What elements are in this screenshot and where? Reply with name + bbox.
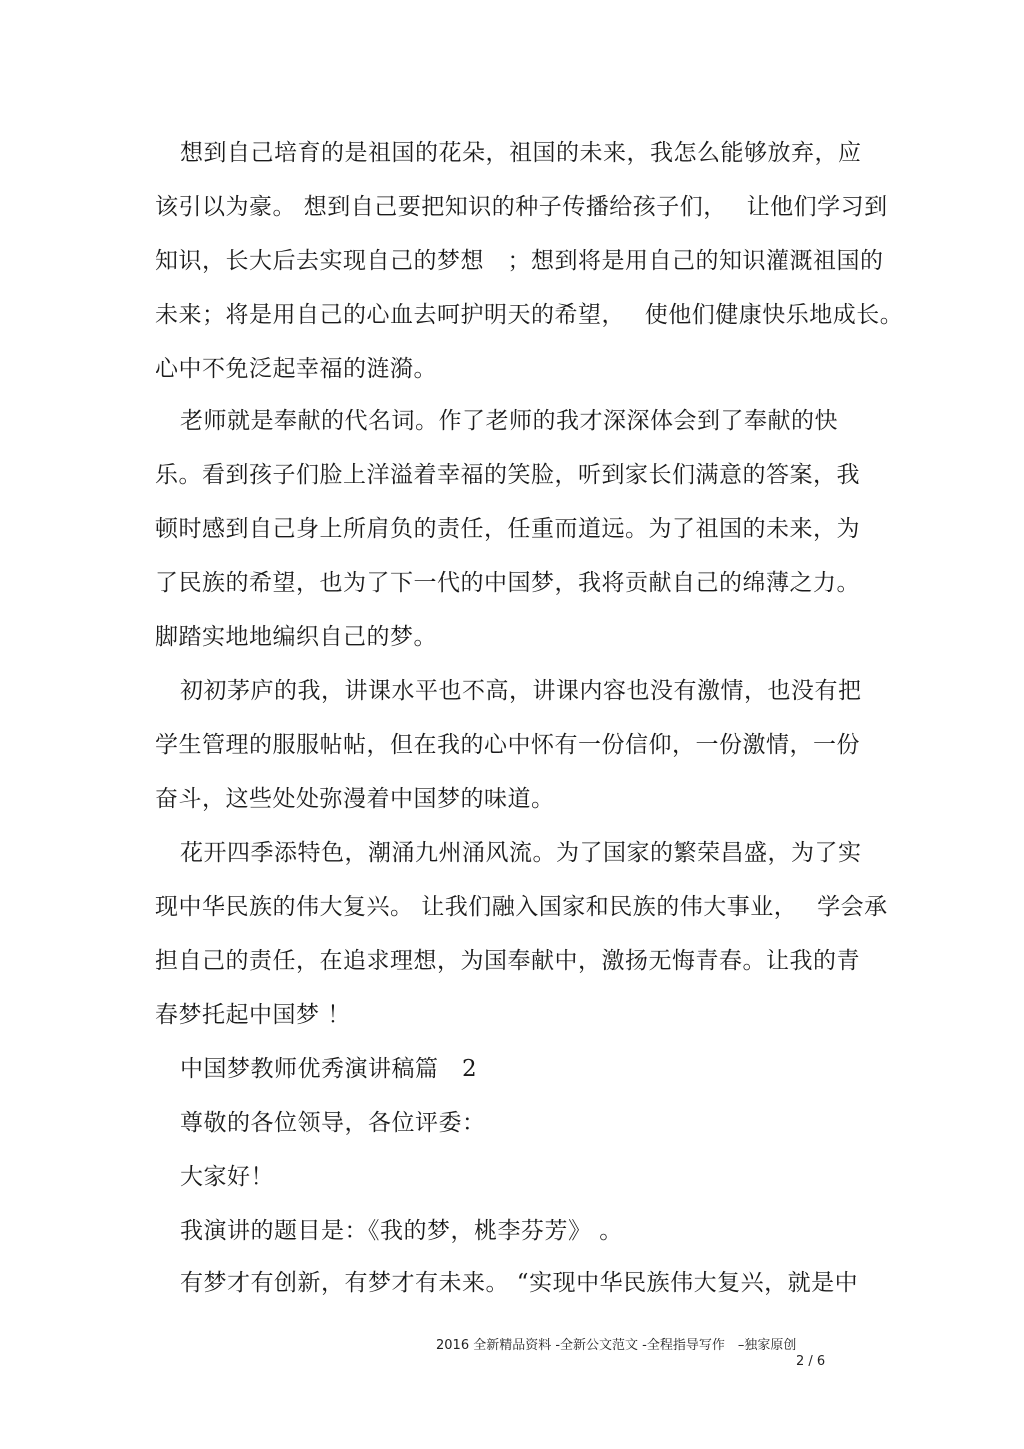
text-line: 现中华民族的伟大复兴。 让我们融入国家和民族的伟大事业， 学会承 xyxy=(155,894,888,920)
text-line: 担自己的责任，在追求理想，为国奉献中，激扬无悔青春。让我的青 xyxy=(155,948,860,974)
text-line: 大家好！ xyxy=(180,1164,274,1190)
text-line: 乐。看到孩子们脸上洋溢着幸福的笑脸，听到家长们满意的答案，我 xyxy=(155,462,860,488)
text-line: 心中不免泛起幸福的涟漪。 xyxy=(155,356,437,382)
section-heading: 中国梦教师优秀演讲稿篇 2 xyxy=(180,1056,478,1082)
text-line: 老师就是奉献的代名词。作了老师的我才深深体会到了奉献的快 xyxy=(180,408,838,434)
page-number: 2 / 6 xyxy=(796,1354,826,1369)
text-line: 脚踏实地地编织自己的梦。 xyxy=(155,624,437,650)
text-line: 学生管理的服服帖帖，但在我的心中怀有一份信仰，一份激情，一份 xyxy=(155,732,860,758)
footer-tagline: 2016 全新精品资料 -全新公文范文 -全程指导写作 –独家原创 xyxy=(436,1338,797,1353)
text-line: 未来；将是用自己的心血去呵护明天的希望， 使他们健康快乐地成长。 xyxy=(155,302,904,328)
text-line: 花开四季添特色，潮涌九州涌风流。为了国家的繁荣昌盛，为了实 xyxy=(180,840,862,866)
text-line: 顿时感到自己身上所肩负的责任，任重而道远。为了祖国的未来，为 xyxy=(155,516,860,542)
text-line: 尊敬的各位领导，各位评委： xyxy=(180,1110,486,1136)
text-line: 有梦才有创新，有梦才有未来。 “实现中华民族伟大复兴，就是中 xyxy=(180,1270,859,1296)
text-line: 初初茅庐的我，讲课水平也不高，讲课内容也没有激情，也没有把 xyxy=(180,678,862,704)
text-line: 知识，长大后去实现自己的梦想 ；想到将是用自己的知识灌溉祖国的 xyxy=(155,248,884,274)
text-line: 奋斗，这些处处弥漫着中国梦的味道。 xyxy=(155,786,555,812)
text-line: 想到自己培育的是祖国的花朵，祖国的未来，我怎么能够放弃，应 xyxy=(180,140,862,166)
text-line: 春梦托起中国梦 ！ xyxy=(155,1002,351,1028)
text-line: 该引以为豪。 想到自己要把知识的种子传播给孩子们， 让他们学习到 xyxy=(155,194,888,220)
text-line: 了民族的希望，也为了下一代的中国梦，我将贡献自己的绵薄之力。 xyxy=(155,570,860,596)
text-line: 我演讲的题目是：《我的梦，桃李芬芳》 。 xyxy=(180,1218,623,1244)
